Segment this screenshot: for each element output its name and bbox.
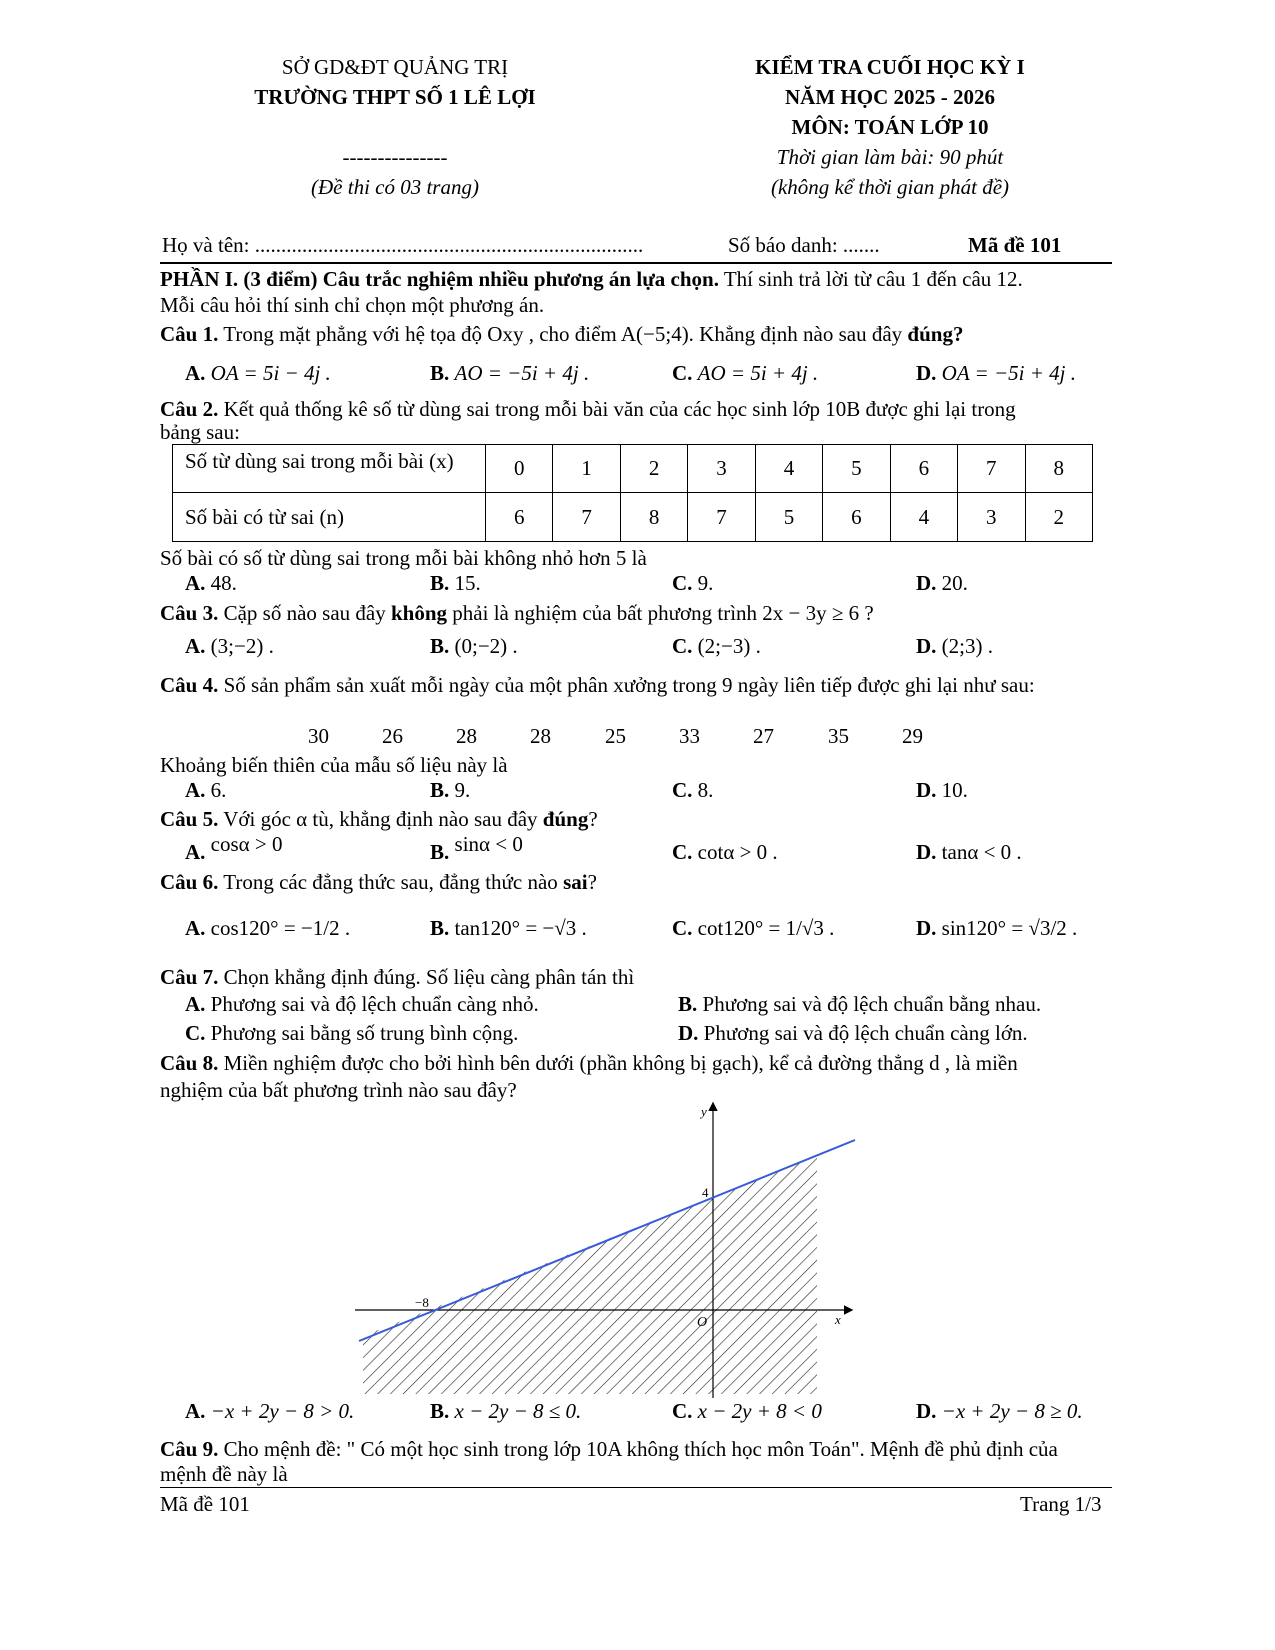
question-5: Câu 5. Với góc α tù, khẳng định nào sau đây đúng? xyxy=(160,807,598,831)
question-6: Câu 6. Trong các đẳng thức sau, đẳng thức nào sai? xyxy=(160,870,597,894)
question-2: Câu 2. Kết quả thống kê số từ dùng sai trong mỗi bài văn của các học sinh lớp 10B được ghi lại trong xyxy=(160,397,1016,421)
q4-option-d[interactable]: D. 10. xyxy=(916,778,968,802)
q8-option-c[interactable]: C. x − 2y + 8 < 0 xyxy=(672,1399,822,1423)
question-3: Câu 3. Cặp số nào sau đây không phải là nghiệm của bất phương trình 2x − 3y ≥ 6 ? xyxy=(160,601,874,625)
q6-option-b[interactable]: B. tan120° = −√3 . xyxy=(430,916,587,940)
solution-region-graph xyxy=(355,1098,865,1402)
x-intercept-label: −8 xyxy=(415,1295,429,1310)
table-cell: 7 xyxy=(553,493,620,542)
q8-option-a[interactable]: A. −x + 2y − 8 > 0. xyxy=(185,1399,355,1423)
hatched-region xyxy=(363,1156,817,1394)
table-cell: 4 xyxy=(755,445,822,493)
q6-option-a[interactable]: A. cos120° = −1/2 . xyxy=(185,916,351,940)
q3-option-c[interactable]: C. (2;−3) . xyxy=(672,634,761,658)
table-cell: 2 xyxy=(620,445,687,493)
q1-option-d[interactable]: D. OA = −5i + 4j . xyxy=(916,361,1076,385)
q7-option-b[interactable]: B. Phương sai và độ lệch chuẩn bằng nhau. xyxy=(678,992,1042,1016)
data-value: 33 xyxy=(679,724,700,748)
school-name: TRƯỜNG THPT SỐ 1 LÊ LỢI xyxy=(254,85,536,109)
question-2-cont: bảng sau: xyxy=(160,420,240,444)
x-axis-label: x xyxy=(835,1312,841,1327)
q5-option-a[interactable]: A. cosα > 0 xyxy=(185,832,283,864)
exam-title: KIỂM TRA CUỐI HỌC KỲ I xyxy=(755,55,1025,79)
q3-option-a[interactable]: A. (3;−2) . xyxy=(185,634,274,658)
q6-option-d[interactable]: D. sin120° = √3/2 . xyxy=(916,916,1078,940)
question-2-prompt: Số bài có số từ dùng sai trong mỗi bài không nhỏ hơn 5 là xyxy=(160,546,647,570)
part1-intro: PHẦN I. (3 điểm) Câu trắc nghiệm nhiều phương án lựa chọn. Thí sinh trả lời từ câu 1 đến câu 12. xyxy=(160,267,1023,291)
school-year: NĂM HỌC 2025 - 2026 xyxy=(785,85,995,109)
table-cell: 6 xyxy=(486,493,553,542)
y-intercept-label: 4 xyxy=(702,1185,709,1200)
student-name-field: Họ và tên: .......................................................................... xyxy=(162,233,644,257)
table-cell: 7 xyxy=(688,493,755,542)
q8-option-b[interactable]: B. x − 2y − 8 ≤ 0. xyxy=(430,1399,582,1423)
footer-exam-code: Mã đề 101 xyxy=(160,1492,250,1516)
page-number: Trang 1/3 xyxy=(1020,1492,1102,1516)
data-value: 35 xyxy=(828,724,849,748)
table-cell: 6 xyxy=(823,493,890,542)
data-value: 26 xyxy=(382,724,403,748)
q3-option-d[interactable]: D. (2;3) . xyxy=(916,634,993,658)
data-value: 30 xyxy=(308,724,329,748)
q8-option-d[interactable]: D. −x + 2y − 8 ≥ 0. xyxy=(916,1399,1083,1423)
question-8-cont: nghiệm của bất phương trình nào sau đây? xyxy=(160,1078,517,1102)
q6-option-c[interactable]: C. cot120° = 1/√3 . xyxy=(672,916,835,940)
question-7: Câu 7. Chọn khẳng định đúng. Số liệu càng phân tán thì xyxy=(160,965,635,989)
footer-divider xyxy=(160,1487,1112,1488)
q1-option-c[interactable]: C. AO = 5i + 4j . xyxy=(672,361,819,385)
table-cell: 8 xyxy=(620,493,687,542)
table-cell: 8 xyxy=(1025,445,1093,493)
table-cell: 5 xyxy=(823,445,890,493)
q5-option-b[interactable]: B. sinα < 0 xyxy=(430,832,523,864)
q5-option-d[interactable]: D. tanα < 0 . xyxy=(916,840,1022,864)
table-cell: 5 xyxy=(755,493,822,542)
header-dashes: --------------- xyxy=(342,145,448,169)
table-row1-header: Số từ dùng sai trong mỗi bài (x) xyxy=(173,445,486,493)
q7-option-a[interactable]: A. Phương sai và độ lệch chuẩn càng nhỏ. xyxy=(185,992,539,1016)
data-value: 28 xyxy=(530,724,551,748)
table-cell: 7 xyxy=(958,445,1025,493)
question-4-prompt: Khoảng biến thiên của mẫu số liệu này là xyxy=(160,753,508,777)
q1-option-b[interactable]: B. AO = −5i + 4j . xyxy=(430,361,590,385)
q1-option-a[interactable]: A. OA = 5i − 4j . xyxy=(185,361,331,385)
table-cell: 3 xyxy=(688,445,755,493)
question-1: Câu 1. Trong mặt phẳng với hệ tọa độ Oxy , cho điểm A(−5;4). Khẳng định nào sau đây đúng? xyxy=(160,322,964,346)
origin-label: O xyxy=(697,1315,708,1330)
exam-code: Mã đề 101 xyxy=(968,233,1062,257)
q2-option-b[interactable]: B. 15. xyxy=(430,571,481,595)
q3-option-b[interactable]: B. (0;−2) . xyxy=(430,634,518,658)
table-cell: 2 xyxy=(1025,493,1093,542)
q4-option-c[interactable]: C. 8. xyxy=(672,778,714,802)
table-row2-header: Số bài có từ sai (n) xyxy=(173,493,486,542)
question-8: Câu 8. Miền nghiệm được cho bởi hình bên dưới (phần không bị gạch), kể cả đường thẳng d , là miền xyxy=(160,1051,1018,1075)
question-9-cont: mệnh đề này là xyxy=(160,1462,288,1486)
department-name: SỞ GD&ĐT QUẢNG TRỊ xyxy=(281,55,509,79)
data-value: 25 xyxy=(605,724,626,748)
data-value: 29 xyxy=(902,724,923,748)
page-count-note: (Đề thi có 03 trang) xyxy=(311,175,479,199)
q2-option-a[interactable]: A. 48. xyxy=(185,571,237,595)
data-value: 28 xyxy=(456,724,477,748)
table-cell: 4 xyxy=(890,493,957,542)
question-9: Câu 9. Cho mệnh đề: " Có một học sinh trong lớp 10A không thích học môn Toán". Mệnh đề phủ định của xyxy=(160,1437,1058,1461)
table-cell: 0 xyxy=(486,445,553,493)
question-4: Câu 4. Số sản phẩm sản xuất mỗi ngày của một phân xưởng trong 9 ngày liên tiếp được ghi lại như sau: xyxy=(160,673,1035,697)
table-cell: 1 xyxy=(553,445,620,493)
header-divider xyxy=(160,262,1112,264)
student-id-field: Số báo danh: ....... xyxy=(728,233,880,257)
q7-option-d[interactable]: D. Phương sai và độ lệch chuẩn càng lớn. xyxy=(678,1021,1028,1045)
q4-option-a[interactable]: A. 6. xyxy=(185,778,227,802)
q2-option-d[interactable]: D. 20. xyxy=(916,571,968,595)
y-axis-label: y xyxy=(701,1104,707,1119)
duration-note: (không kể thời gian phát đề) xyxy=(770,175,1010,199)
part1-instruction: Mỗi câu hỏi thí sinh chỉ chọn một phương án. xyxy=(160,293,545,317)
q4-option-b[interactable]: B. 9. xyxy=(430,778,471,802)
exam-duration: Thời gian làm bài: 90 phút xyxy=(776,145,1004,169)
q5-option-c[interactable]: C. cotα > 0 . xyxy=(672,840,778,864)
table-cell: 6 xyxy=(890,445,957,493)
q7-option-c[interactable]: C. Phương sai bằng số trung bình cộng. xyxy=(185,1021,519,1045)
q2-option-c[interactable]: C. 9. xyxy=(672,571,714,595)
data-value: 27 xyxy=(753,724,774,748)
error-count-table xyxy=(172,444,1093,542)
subject: MÔN: TOÁN LỚP 10 xyxy=(791,115,989,139)
table-cell: 3 xyxy=(958,493,1025,542)
